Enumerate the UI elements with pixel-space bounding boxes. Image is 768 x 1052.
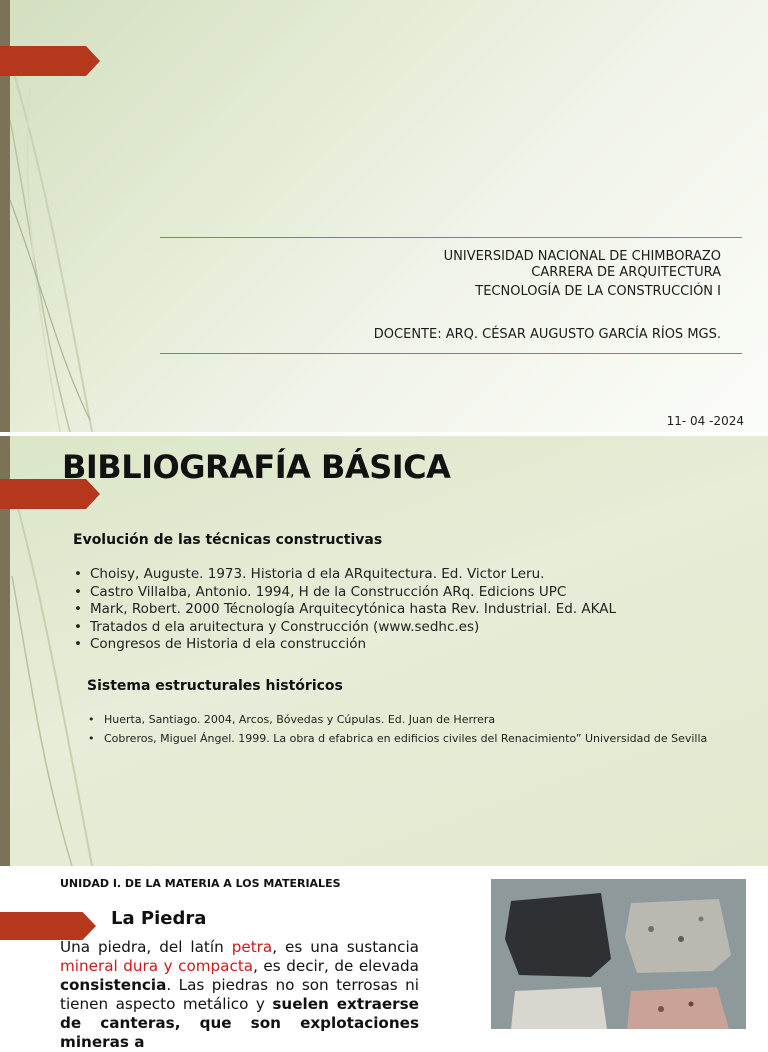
list-item: • Congresos de Historia d ela construcción: [72, 636, 616, 654]
bold-phrase: suelen extraerse de canteras, que son explotaciones mineras a: [60, 995, 419, 1051]
techniques-list: [72, 566, 616, 654]
section-heading-structures: Sistema estructurales históricos: [87, 678, 343, 694]
stone-slide: [0, 868, 768, 1051]
slide-date: 11- 04 -2024: [666, 414, 744, 428]
text-run: . Las piedras no son terrosas ni tienen aspecto metálico y: [60, 976, 419, 1013]
bottom-rule: [160, 353, 742, 354]
list-item: • Huerta, Santiago. 2004, Arcos, Bóvedas y Cúpulas. Ed. Juan de Herrera: [86, 710, 707, 729]
teacher-name: DOCENTE: ARQ. CÉSAR AUGUSTO GARCÍA RÍOS MGS.: [373, 327, 721, 342]
text-run: , es una sustancia: [272, 938, 419, 956]
stone-samples-photo: [491, 879, 746, 1029]
list-item: • Choisy, Auguste. 1973. Historia d ela ARquitectura. Ed. Victor Leru.: [72, 566, 616, 584]
text-run: Una piedra, del latín: [60, 938, 232, 956]
red-arrow-marker: [0, 912, 96, 940]
course-name: TECNOLOGÍA DE LA CONSTRUCCIÓN I: [475, 284, 721, 299]
title-slide: [0, 0, 768, 432]
institution-block: [444, 249, 721, 300]
bibliography-slide: [0, 436, 768, 866]
career-name: CARRERA DE ARQUITECTURA: [531, 265, 721, 280]
bold-word: consistencia: [60, 976, 167, 994]
section-heading-techniques: Evolución de las técnicas constructivas: [73, 532, 383, 548]
list-item: • Cobreros, Miguel Ángel. 1999. La obra d efabrica en edificios civiles del Renacimiento” Universidad de Sevilla: [86, 729, 707, 748]
list-item: • Tratados d ela aruitectura y Construcción (www.sedhc.es): [72, 619, 616, 637]
stone-paragraph: [60, 938, 419, 1052]
text-run: , es decir, de elevada: [253, 957, 419, 975]
slide-title: BIBLIOGRAFÍA BÁSICA: [62, 448, 451, 486]
red-arrow-marker: [0, 46, 100, 76]
highlight-word: petra: [231, 938, 273, 956]
list-item: • Mark, Robert. 2000 Técnología Arquitecytónica hasta Rev. Industrial. Ed. AKAL: [72, 601, 616, 619]
unit-title: UNIDAD I. DE LA MATERIA A LOS MATERIALES: [60, 877, 341, 890]
university-name: UNIVERSIDAD NACIONAL DE CHIMBORAZO: [443, 249, 721, 264]
highlight-phrase: mineral dura y compacta: [60, 957, 254, 975]
structures-list: [86, 710, 707, 748]
list-item: • Castro Villalba, Antonio. 1994, H de la Construcción ARq. Edicions UPC: [72, 584, 616, 602]
section-title: La Piedra: [111, 908, 207, 929]
top-rule: [160, 237, 742, 238]
